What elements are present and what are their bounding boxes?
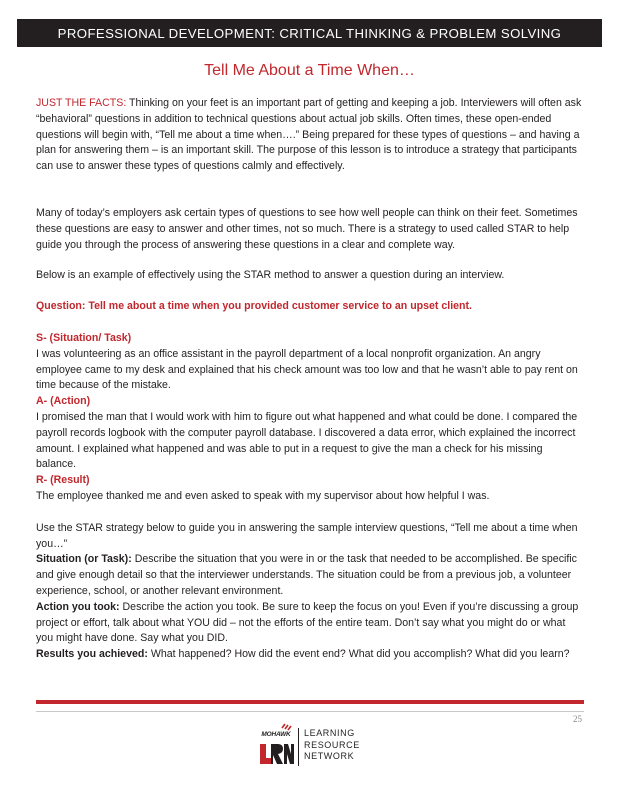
- result-example-text: The employee thanked me and even asked to speak with my supervisor about how helpful I was.: [36, 489, 490, 502]
- results-label: Results you achieved:: [36, 648, 148, 661]
- paragraph-example-intro: Below is an example of effectively using the STAR method to answer a question during an interview.: [36, 269, 505, 282]
- situation-example-text: I was volunteering as an office assistant in the payroll department of a local nonprofit organization. An angry employee came to my desk and explained that his check amount was too low and that he wasn’t able to pay rent on time because of the mistake.: [36, 347, 578, 392]
- logo-company-name: MOHAWK: [261, 731, 291, 738]
- action-instruction-text: Describe the action you took. Be sure to keep the focus on you! Even if you’re discussing a group project or effort, talk about what YOU did – not the efforts of the entire team. Don’t say what you might do or what you might have done. Say what you DID.: [36, 600, 579, 645]
- logo-wordmark: [304, 728, 360, 763]
- action-heading: A- (Action): [36, 395, 91, 408]
- logo-divider: [298, 728, 299, 766]
- intro-label: JUST THE FACTS:: [36, 97, 127, 109]
- paragraph-employers: Many of today’s employers ask certain types of questions to see how well people can think on their feet. Sometimes these questions are easy to answer and other times, not so much. There is a strategy to used called STAR to help guide you through the process of answering these questions in a clear and complete way.: [36, 206, 578, 251]
- question-heading: Question: Tell me about a time when you provided customer service to an upset client.: [36, 300, 473, 313]
- action-example-text: I promised the man that I would work with him to figure out what happened and what could be done. I compared the payroll records logbook with the computer payroll database. I discovered a data error, which explained the incorrect amount. I explained what happened and was able to put in a request to give the man a check for his missing balance.: [36, 410, 578, 471]
- logo-word-resource: RESOURCE: [304, 739, 360, 750]
- logo-word-learning: LEARNING: [304, 728, 355, 738]
- document-body: [36, 96, 584, 663]
- header-title: PROFESSIONAL DEVELOPMENT: CRITICAL THINKING & PROBLEM SOLVING: [57, 25, 562, 41]
- page-number: 25: [573, 714, 582, 724]
- page-title: Tell Me About a Time When…: [204, 62, 415, 79]
- situation-heading: S- (Situation/ Task): [36, 331, 132, 344]
- results-instruction-text: What happened? How did the event end? What did you accomplish? What did you learn?: [147, 648, 570, 661]
- results-instruction: [36, 647, 584, 663]
- action-label: Action you took:: [36, 600, 120, 613]
- situation-instruction-text: Describe the situation that you were in or the task that needed to be accomplished. Be specific and give enough detail so that the interviewer understands. The situation could be from a previous job, a volunteer experience, school, or another relevant environment.: [36, 553, 577, 597]
- mohawk-swoosh-icon: [256, 722, 296, 770]
- footer-divider-red: [36, 700, 584, 704]
- footer-divider-gray: [36, 711, 584, 712]
- instructions-intro: Use the STAR strategy below to guide you in answering the sample interview questions, “Tell me about a time when you…”: [36, 521, 578, 550]
- situation-label: Situation (or Task):: [36, 553, 132, 566]
- action-instruction: [36, 600, 584, 647]
- lrn-logo: [256, 722, 376, 772]
- result-heading: R- (Result): [36, 474, 90, 487]
- lrn-logo-mark: [256, 722, 296, 770]
- intro-text: Thinking on your feet is an important part of getting and keeping a job. Interviewers will often ask “behavioral” questions in addition to technical questions about actual job skills. Often times, these open-ended questions will begin with, “Tell me about a time when….” Being prepared for these types of questions – and having a plan for answering them – is an important skill. The purpose of this lesson is to introduce a strategy that participants can use to answer these types of questions calmly and effectively.: [36, 97, 582, 173]
- logo-word-network: NETWORK: [304, 751, 355, 761]
- situation-instruction: [36, 552, 584, 599]
- header-bar: [17, 19, 602, 47]
- intro-paragraph: [36, 96, 584, 175]
